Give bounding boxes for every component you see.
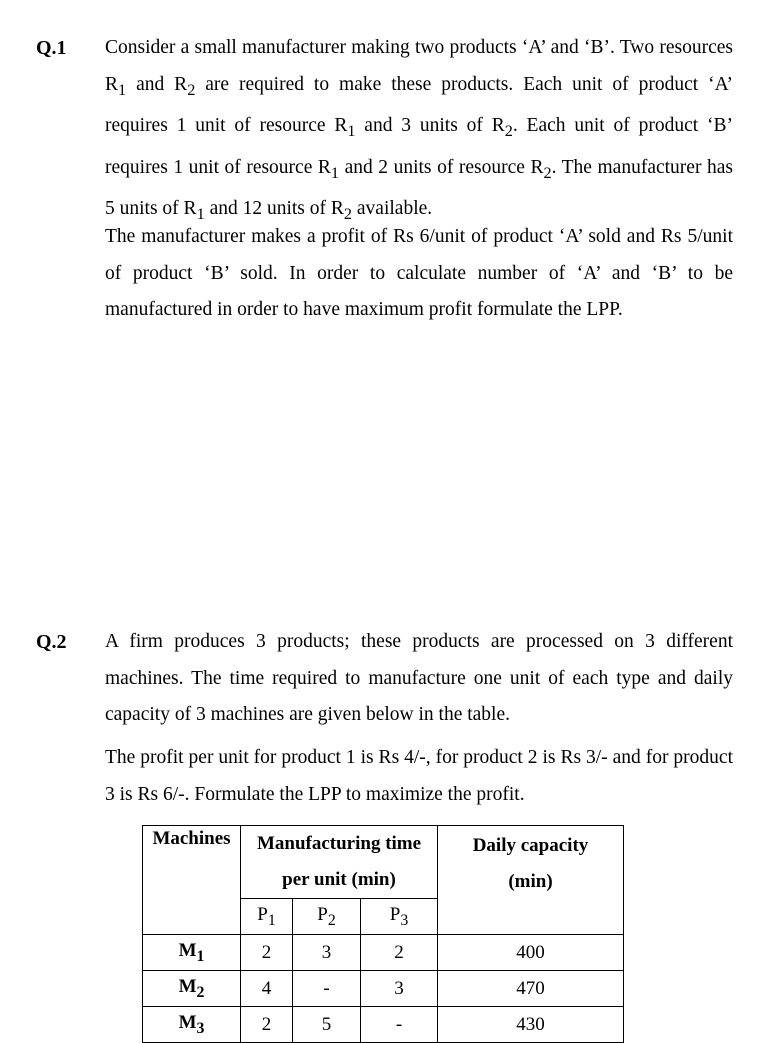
header-machines: Machines [143, 826, 241, 935]
cell-p1: 2 [241, 935, 293, 971]
cell-p3: - [361, 1007, 438, 1043]
question-2-label: Q.2 [36, 631, 67, 653]
table-header-row [143, 826, 624, 899]
cell-p1: 2 [241, 1007, 293, 1043]
cell-p2: 5 [293, 1007, 361, 1043]
machine-time-table [142, 825, 624, 1043]
cell-p2: - [293, 971, 361, 1007]
header-daily-capacity: Daily capacity (min) [438, 826, 624, 935]
cell-p3: 3 [361, 971, 438, 1007]
table-row [143, 935, 624, 971]
header-manufacturing-time: Manufacturing time per unit (min) [241, 826, 438, 899]
cell-capacity: 470 [438, 971, 624, 1007]
row-machine-label: $M_2$ [143, 971, 241, 1007]
row-machine-label: $M_1$ [143, 935, 241, 971]
header-p2: $P_2$ [293, 899, 361, 935]
question-1-paragraph-1: Consider a small manufacturer making two products ‘A’ and ‘B’. Two resources $R_1$ and $R_2$ are required to make these products. Each unit of product ‘A’ requires 1 unit of resource $R_1$ and 3 units of $R_2$. Each unit of product ‘B’ requires 1 unit of resource $R_1$ and 2 units of resource $R_2$. The manufacturer has 5 units of $R_1$ and 12 units of $R_2$ available. [105, 37, 733, 224]
row-machine-label: $M_3$ [143, 1007, 241, 1043]
header-p1: $P_1$ [241, 899, 293, 935]
cell-p3: 2 [361, 935, 438, 971]
table-row [143, 971, 624, 1007]
question-2-paragraph-2: The profit per unit for product 1 is Rs 4/-, for product 2 is Rs 3/- and for product 3 is Rs 6/-. Formulate the LPP to maximize the profit. [105, 747, 733, 805]
question-1-paragraph-2: The manufacturer makes a profit of Rs 6/unit of product ‘A’ sold and Rs 5/unit of product ‘B’ sold. In order to calculate number of ‘A’ and ‘B’ to be manufactured in order to have maximum profit formulate the LPP. [105, 226, 733, 321]
table-row [143, 1007, 624, 1043]
question-1-label: Q.1 [36, 37, 67, 59]
cell-capacity: 430 [438, 1007, 624, 1043]
header-p3: $P_3$ [361, 899, 438, 935]
question-2-paragraph-1: A firm produces 3 products; these products are processed on 3 different machines. The time required to manufacture one unit of each type and daily capacity of 3 machines are given below in the table. [105, 631, 733, 726]
cell-capacity: 400 [438, 935, 624, 971]
cell-p1: 4 [241, 971, 293, 1007]
cell-p2: 3 [293, 935, 361, 971]
